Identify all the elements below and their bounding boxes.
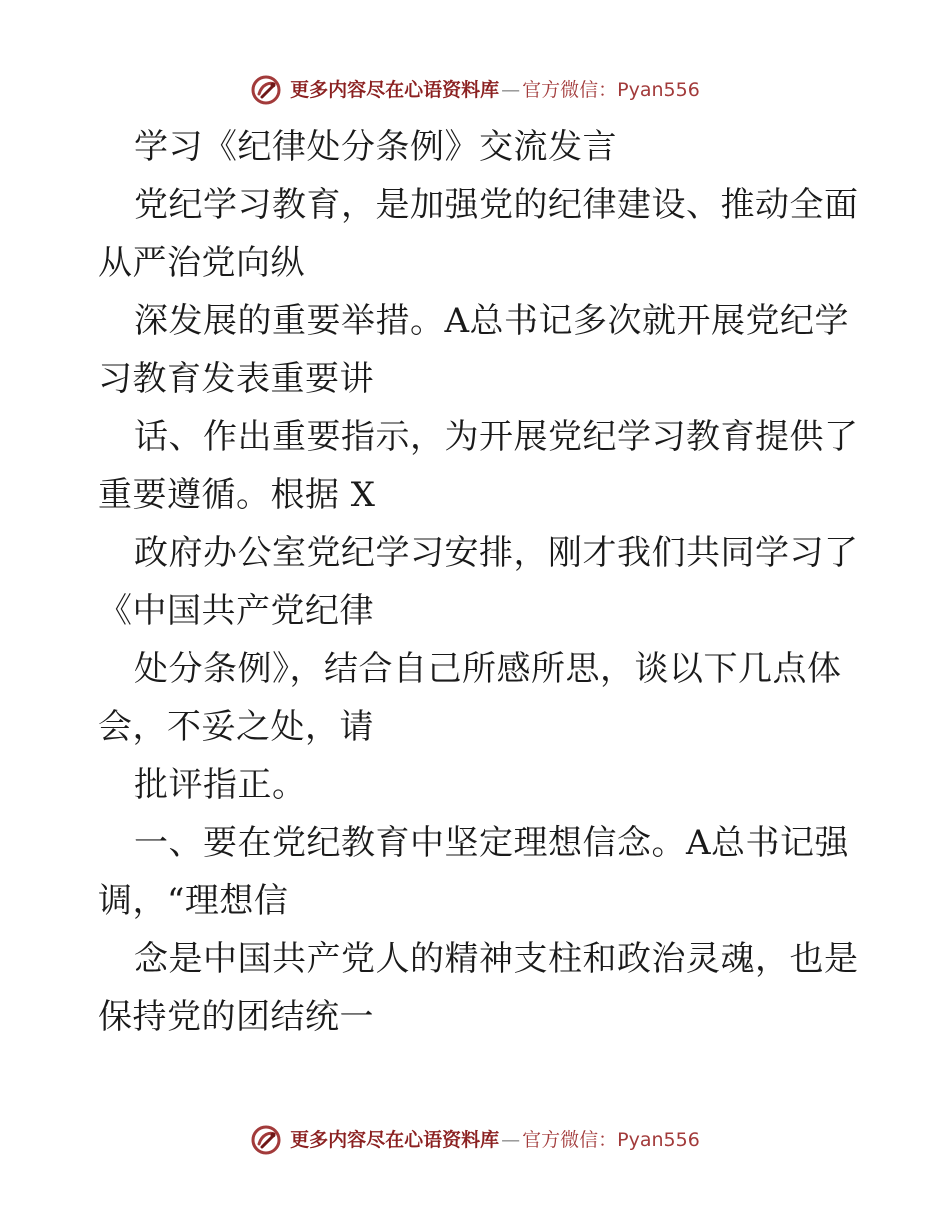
paragraph-line: 调，“理想信 [98, 881, 289, 921]
brand-logo-icon [250, 74, 282, 106]
watermark-separator: — [501, 79, 521, 101]
paragraph-line: 《中国共产党纪律 [98, 591, 374, 631]
header-watermark-text [290, 78, 700, 102]
paragraph-line: 习教育发表重要讲 [98, 359, 374, 399]
section-heading-line: 一、要在党纪教育中坚定理想信念。A总书记强 [134, 823, 850, 863]
footer-watermark-text [290, 1128, 700, 1152]
paragraph-line: 处分条例》，结合自己所感所思，谈以下几点体 [134, 649, 842, 689]
paragraph-line: 会，不妥之处，请 [98, 707, 374, 747]
document-title: 学习《纪律处分条例》交流发言 [134, 127, 617, 167]
paragraph-line: 批评指正。 [134, 765, 307, 805]
wechat-text: 官方微信：Pyan556 [522, 79, 700, 101]
paragraph-line: 从严治党向纵 [98, 243, 305, 283]
paragraph-line: 重要遵循。根据 X [98, 475, 376, 515]
brand-text: 更多内容尽在心语资料库 [290, 1129, 500, 1151]
brand-text: 更多内容尽在心语资料库 [290, 79, 500, 101]
paragraph-line: 深发展的重要举措。A总书记多次就开展党纪学 [134, 301, 850, 341]
footer-watermark [0, 1120, 950, 1160]
header-watermark [0, 70, 950, 110]
wechat-text: 官方微信：Pyan556 [522, 1129, 700, 1151]
paragraph-line: 政府办公室党纪学习安排，刚才我们共同学习了 [134, 533, 859, 573]
paragraph-line: 念是中国共产党人的精神支柱和政治灵魂，也是 [134, 939, 859, 979]
paragraph-line: 党纪学习教育，是加强党的纪律建设、推动全面 [134, 185, 859, 225]
paragraph-line: 话、作出重要指示，为开展党纪学习教育提供了 [134, 417, 859, 457]
paragraph-line: 保持党的团结统一 [98, 997, 374, 1037]
watermark-separator: — [501, 1129, 521, 1151]
document-body [98, 118, 868, 1046]
brand-logo-icon [250, 1124, 282, 1156]
